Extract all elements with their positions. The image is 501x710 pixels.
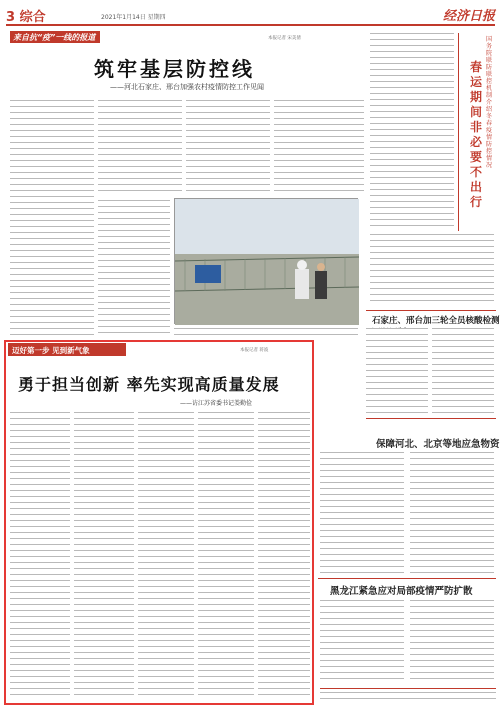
highlight-column-5 <box>258 412 310 700</box>
highlight-column-3 <box>138 412 194 700</box>
divider <box>318 578 496 579</box>
right-story-2-column-1 <box>320 600 404 684</box>
highlight-column-1 <box>10 412 70 700</box>
footer-rule <box>320 688 496 689</box>
right-story-1-column-1 <box>320 452 404 574</box>
highlight-story-banner-label: 迈好第一步 见到新气象 <box>12 346 90 355</box>
sidebar-headline: 春运期间非必要不出行 <box>469 60 482 209</box>
page-header <box>6 4 495 26</box>
top-story-subtitle: ——河北石家庄、邢台加强农村疫情防控工作见闻 <box>110 83 264 91</box>
mid-story-column-1 <box>366 328 428 414</box>
top-story-column-5 <box>98 200 170 336</box>
top-story-photo <box>174 198 358 324</box>
right-story-2-title: 黑龙江紧急应对局部疫情严防扩散 <box>330 586 473 597</box>
divider <box>366 310 496 311</box>
top-story-column-2 <box>98 100 182 194</box>
masthead-logo: 经济日报 <box>442 9 495 24</box>
highlight-column-4 <box>198 412 254 700</box>
photo-caption-lines <box>174 328 358 336</box>
mid-story-title: 石家庄、邢台加三轮全员核酸检测 <box>372 316 500 326</box>
top-story-banner <box>10 31 100 43</box>
top-story-title: 筑牢基层防控线 <box>94 57 255 81</box>
highlight-story-title: 勇于担当创新 率先实现高质量发展 <box>18 375 280 394</box>
sidebar-vertical-label: 国务院联防联控机制介绍冬春疫情防控情况 <box>486 36 493 169</box>
highlight-story-byline: 本报记者 蒋波 <box>240 348 269 353</box>
top-story-byline: 本报记者 宋美倩 <box>268 36 301 41</box>
footer-credits <box>320 692 496 704</box>
top-story-column-1 <box>10 100 94 336</box>
issue-date: 2021年1月14日 星期四 <box>101 14 166 21</box>
sidebar-article-text <box>370 33 454 229</box>
right-story-1-title: 保障河北、北京等地应急物资 <box>376 439 500 450</box>
top-story-banner-label: 来自抗“疫”一线的报道 <box>13 33 96 42</box>
mid-story-column-2 <box>432 328 494 414</box>
page-number: 3 综合 <box>6 10 46 25</box>
fence-scene-image <box>175 199 359 325</box>
top-story-column-4 <box>274 100 364 194</box>
highlight-story-banner <box>8 343 126 356</box>
right-story-2-column-2 <box>410 600 494 684</box>
sidebar-continued-text <box>370 234 494 306</box>
top-story-column-3 <box>186 100 270 192</box>
divider <box>366 418 496 419</box>
highlight-story-subtitle: ——访江苏省委书记娄勤俭 <box>180 400 253 407</box>
highlight-column-2 <box>74 412 134 700</box>
right-story-1-column-2 <box>410 452 494 574</box>
